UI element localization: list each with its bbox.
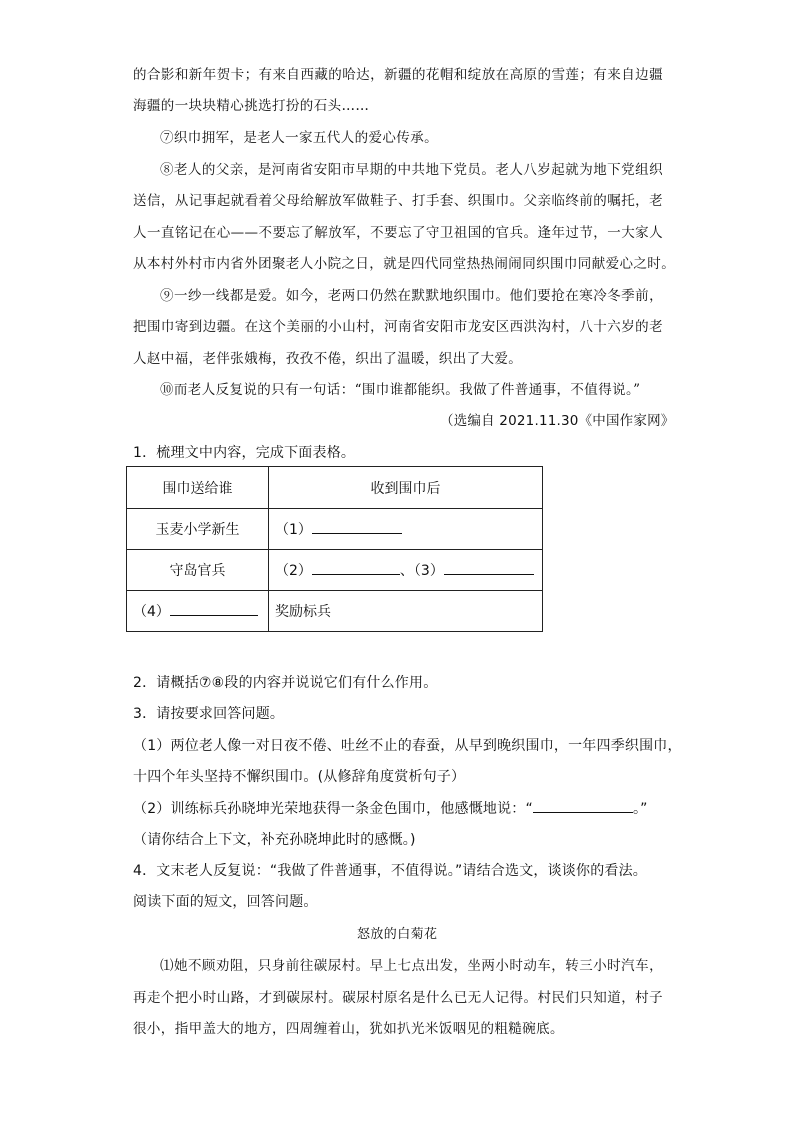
question-2: 2．请概括⑦⑧段的内容并说说它们有什么作用。 bbox=[133, 675, 438, 691]
question-3: 3．请按要求回答问题。 bbox=[133, 706, 285, 722]
question-3-1-line-1: （1）两位老人像一对日夜不倦、吐丝不止的春蚕，从早到晚织围巾，一年四季织围巾， bbox=[133, 738, 682, 754]
next-passage-line-2: 再走个把小时山路，才到碳尿村。碳尿村原名是什么已无人记得。村民们只知道，村子 bbox=[133, 990, 663, 1006]
table-header-row bbox=[127, 467, 543, 509]
question-3-2-line-1 bbox=[133, 798, 648, 820]
paragraph-9-line-1: ⑨一纱一线都是爱。如今，老两口仍然在默默地织围巾。他们要抢在寒冷冬季前， bbox=[160, 288, 663, 304]
reading-intro: 阅读下面的短文，回答问题。 bbox=[133, 894, 318, 910]
question-3-1-line-2: 十四个年头坚持不懈织围巾。(从修辞角度赏析句子） bbox=[133, 769, 466, 785]
source-citation: （选编自 2021.11.30《中国作家网》 bbox=[440, 413, 675, 429]
blank-label-4: （4） bbox=[133, 604, 170, 620]
blank-label-2: （2） bbox=[275, 563, 312, 579]
table-header-result: 收到围巾后 bbox=[269, 467, 543, 509]
paragraph-10: ⑩而老人反复说的只有一句话：“围巾谁都能织。我做了件普通事，不值得说。” bbox=[160, 382, 641, 398]
paragraph-7: ⑦织巾拥军，是老人一家五代人的爱心传承。 bbox=[160, 130, 438, 146]
paragraph-8-line-2: 送信，从记事起就看着父母给解放军做鞋子、打手套、织围巾。父亲临终前的嘱托，老 bbox=[133, 193, 663, 209]
table-cell-answer-4[interactable] bbox=[127, 591, 269, 632]
blank-label-3: （3） bbox=[413, 563, 444, 579]
answer-table bbox=[126, 466, 543, 632]
question-3-2-line-2: （请你结合上下文，补充孙晓坤此时的感慨。) bbox=[133, 832, 416, 848]
answer-blank-3-2[interactable] bbox=[533, 798, 633, 813]
answer-blank-2[interactable] bbox=[312, 560, 400, 575]
answer-blank-4[interactable] bbox=[170, 601, 258, 616]
paragraph-8-line-1: ⑧老人的父亲，是河南省安阳市早期的中共地下党员。老人八岁起就为地下党组织 bbox=[160, 162, 663, 178]
paragraph-9-line-2: 把围巾寄到边疆。在这个美丽的小山村，河南省安阳市龙安区西洪沟村，八十六岁的老 bbox=[133, 319, 663, 335]
passage-line-1: 的合影和新年贺卡；有来自西藏的哈达，新疆的花帽和绽放在高原的雪莲；有来自边疆 bbox=[133, 67, 663, 83]
question-3-2-prefix: （2）训练标兵孙晓坤光荣地获得一条金色围巾，他感慨地说：“ bbox=[133, 801, 533, 817]
next-passage-line-1: ⑴她不顾劝阻，只身前往碳尿村。早上七点出发，坐两小时动车，转三小时汽车， bbox=[160, 958, 663, 974]
question-3-2-suffix: 。” bbox=[632, 801, 648, 817]
table-cell-answer-1[interactable] bbox=[269, 509, 543, 550]
table-cell-answer-2-3[interactable] bbox=[269, 550, 543, 591]
paragraph-8-line-4: 从本村外村市内省外团聚老人小院之日，就是四代同堂热热闹闹同织围巾同献爱心之时。 bbox=[133, 256, 676, 272]
table-cell-recipient: 玉麦小学新生 bbox=[127, 509, 269, 550]
question-1: 1．梳理文中内容，完成下面表格。 bbox=[133, 445, 356, 461]
blank-separator: 、 bbox=[399, 563, 414, 579]
paragraph-9-line-3: 人赵中福，老伴张娥梅，孜孜不倦，织出了温暖，织出了大爱。 bbox=[133, 351, 523, 367]
answer-blank-3[interactable] bbox=[444, 560, 534, 575]
passage-line-2: 海疆的一块块精心挑选打扮的石头…… bbox=[133, 98, 370, 114]
next-passage-line-3: 很小，指甲盖大的地方，四周缠着山，犹如扒光米饭咽见的粗糙碗底。 bbox=[133, 1021, 564, 1037]
blank-label-1: （1） bbox=[275, 522, 312, 538]
table-row bbox=[127, 591, 543, 632]
question-4: 4．文末老人反复说：“我做了件普通事，不值得说。”请结合选文，谈谈你的看法。 bbox=[133, 863, 648, 879]
table-row bbox=[127, 550, 543, 591]
next-passage-title: 怒放的白菊花 bbox=[357, 927, 438, 942]
table-header-recipient: 围巾送给谁 bbox=[127, 467, 269, 509]
table-row bbox=[127, 509, 543, 550]
paragraph-8-line-3: 人一直铭记在心——不要忘了解放军，不要忘了守卫祖国的官兵。逢年过节，一大家人 bbox=[133, 225, 663, 241]
table-cell-recipient: 守岛官兵 bbox=[127, 550, 269, 591]
answer-blank-1[interactable] bbox=[312, 519, 402, 534]
table-cell-result: 奖励标兵 bbox=[269, 591, 543, 632]
